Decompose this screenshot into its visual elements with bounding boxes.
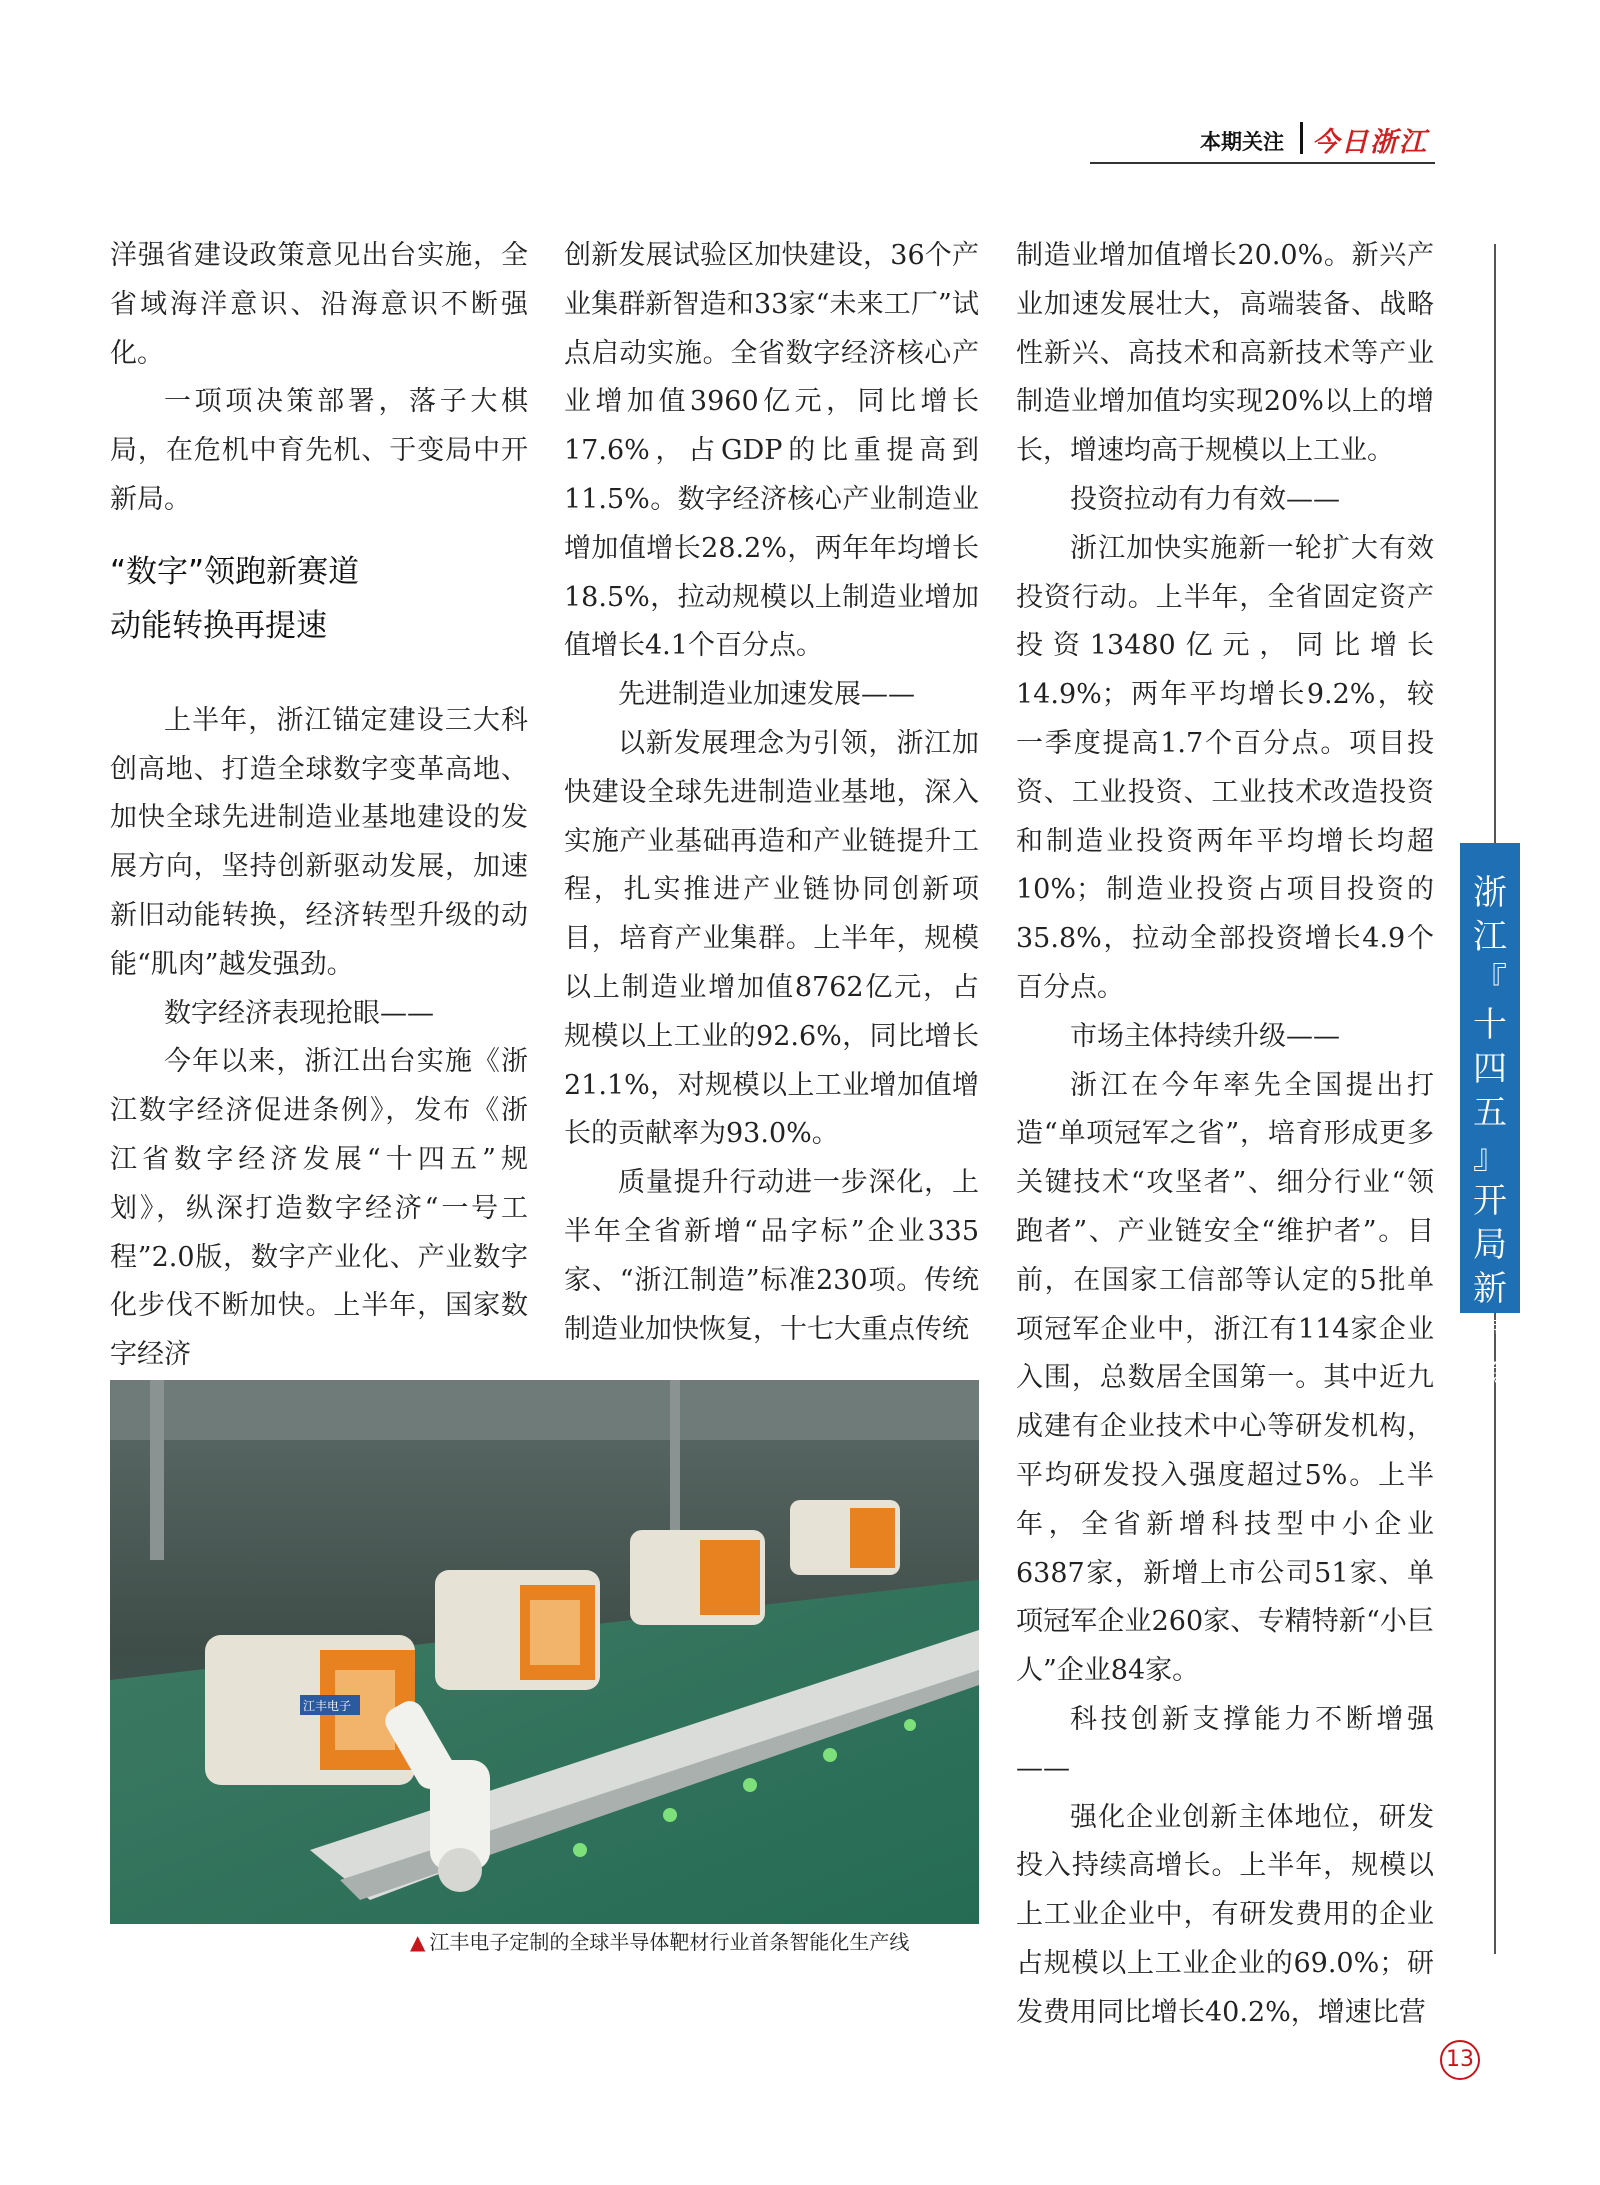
sidebar-char: 『 bbox=[1473, 961, 1507, 1001]
sidebar-char: 象 bbox=[1473, 1357, 1507, 1397]
page-header bbox=[1090, 118, 1435, 164]
paragraph-lead: 科技创新支撑能力不断增强—— bbox=[1016, 1703, 1434, 1784]
topic-sidebar bbox=[1460, 843, 1520, 1397]
heading-line-2: 动能转换再提速 bbox=[110, 607, 327, 644]
paragraph: 强化企业创新主体地位，研发投入持续高增长。上半年，规模以上工业企业中，有研发费用的企业占规模以上工业企业的69.0%；研发费用同比增长40.2%，增速比营 bbox=[1016, 1801, 1434, 2028]
section-heading bbox=[110, 545, 528, 653]
paragraph: 创新发展试验区加快建设，36个产业集群新智造和33家“未来工厂”试点启动实施。全省数字经济核心产业增加值3960亿元，同比增长17.6%，占GDP的比重提高到11.5%。数字经济核心产业制造业增加值增长28.2%，两年年均增长18.5%，拉动规模以上制造业增加值增长4.1个百分点。 bbox=[564, 240, 979, 662]
paragraph: 上半年，浙江锚定建设三大科创高地、打造全球数字变革高地、加快全球先进制造业基地建设的发展方向，坚持创新驱动发展，加速新旧动能转换，经济转型升级的动能“肌肉”越发强劲。 bbox=[110, 704, 528, 980]
paragraph: 浙江加快实施新一轮扩大有效投资行动。上半年，全省固定资产投资13480亿元，同比增长14.9%；两年平均增长9.2%，较一季度提高1.7个百分点。项目投资、工业投资、工业技术改造投资和制造业投资两年平均增长均超10%；制造业投资占项目投资的35.8%，拉动全部投资增长4.9个百分点。 bbox=[1016, 532, 1434, 1003]
paragraph: 今年以来，浙江出台实施《浙江数字经济促进条例》，发布《浙江省数字经济发展“十四五”规划》，纵深打造数字经济“一号工程”2.0版，数字产业化、产业数字化步伐不断加快。上半年，国家数字经济 bbox=[110, 1046, 528, 1371]
paragraph-lead: 市场主体持续升级—— bbox=[1070, 1020, 1340, 1052]
section-label: 本期关注 bbox=[1200, 130, 1284, 154]
photo-caption bbox=[110, 1924, 979, 1962]
sidebar-char: 江 bbox=[1473, 917, 1507, 957]
paragraph-lead: 投资拉动有力有效—— bbox=[1070, 483, 1340, 515]
column-1 bbox=[110, 232, 528, 1380]
machine-3 bbox=[630, 1530, 765, 1625]
sidebar-char: 开 bbox=[1473, 1181, 1507, 1221]
paragraph: 一项项决策部署，落子大棋局，在危机中育先机、于变局中开新局。 bbox=[110, 386, 528, 515]
sidebar-char: 气 bbox=[1473, 1313, 1507, 1353]
factory-photo bbox=[110, 1380, 979, 1924]
page-number: 13 bbox=[1440, 2040, 1480, 2080]
production-line-illustration bbox=[110, 1380, 979, 1924]
sidebar-char: 』 bbox=[1473, 1137, 1507, 1177]
machine-2 bbox=[435, 1570, 600, 1690]
column-2 bbox=[564, 232, 979, 1354]
paragraph: 浙江在今年率先全国提出打造“单项冠军之省”，培育形成更多关键技术“攻坚者”、细分行业“领跑者”、产业链安全“维护者”。目前，在国家工信部等认定的5批单项冠军企业中，浙江有114家企业入围，总数居全国第一。其中近九成建有企业技术中心等研发机构，平均研发投入强度超过5%。上半年，全省新增科技型中小企业6387家，新增上市公司51家、单项冠军企业260家、专精特新“小巨人”企业84家。 bbox=[1016, 1069, 1434, 1687]
machine-4 bbox=[790, 1500, 900, 1575]
sidebar-char: 十 bbox=[1473, 1005, 1507, 1045]
machine-label: 江丰电子 bbox=[303, 1699, 352, 1713]
paragraph: 洋强省建设政策意见出台实施，全省域海洋意识、沿海意识不断强化。 bbox=[110, 240, 528, 369]
paragraph: 以新发展理念为引领，浙江加快建设全球先进制造业基地，深入实施产业基础再造和产业链提升工程，扎实推进产业链协同创新项目，培育产业集群。上半年，规模以上制造业增加值8762亿元，占规模以上工业的92.6%，同比增长21.1%，对规模以上工业增加值增长的贡献率为93.0%。 bbox=[564, 727, 979, 1150]
sidebar-char: 四 bbox=[1473, 1049, 1507, 1089]
paragraph-lead: 数字经济表现抢眼—— bbox=[164, 997, 434, 1029]
column-3 bbox=[1016, 232, 1434, 2037]
sidebar-char: 局 bbox=[1473, 1225, 1507, 1265]
sidebar-char: 浙 bbox=[1473, 873, 1507, 913]
sidebar-char: 五 bbox=[1473, 1093, 1507, 1133]
paragraph: 质量提升行动进一步深化，上半年全省新增“品字标”企业335家、“浙江制造”标准230项。传统制造业加快恢复，十七大重点传统 bbox=[564, 1167, 979, 1345]
header-divider bbox=[1300, 122, 1303, 154]
sidebar-char: 新 bbox=[1473, 1269, 1507, 1309]
caption-triangle-icon: ▲ bbox=[410, 1930, 426, 1954]
heading-line-1: “数字”领跑新赛道 bbox=[110, 553, 360, 590]
caption-text: 江丰电子定制的全球半导体靶材行业首条智能化生产线 bbox=[429, 1930, 910, 1954]
magazine-logo: 今日浙江 bbox=[1312, 127, 1428, 158]
paragraph: 制造业增加值增长20.0%。新兴产业加速发展壮大，高端装备、战略性新兴、高技术和高新技术等产业制造业增加值均实现20%以上的增长，增速均高于规模以上工业。 bbox=[1016, 240, 1434, 467]
paragraph-lead: 先进制造业加速发展—— bbox=[618, 679, 915, 711]
